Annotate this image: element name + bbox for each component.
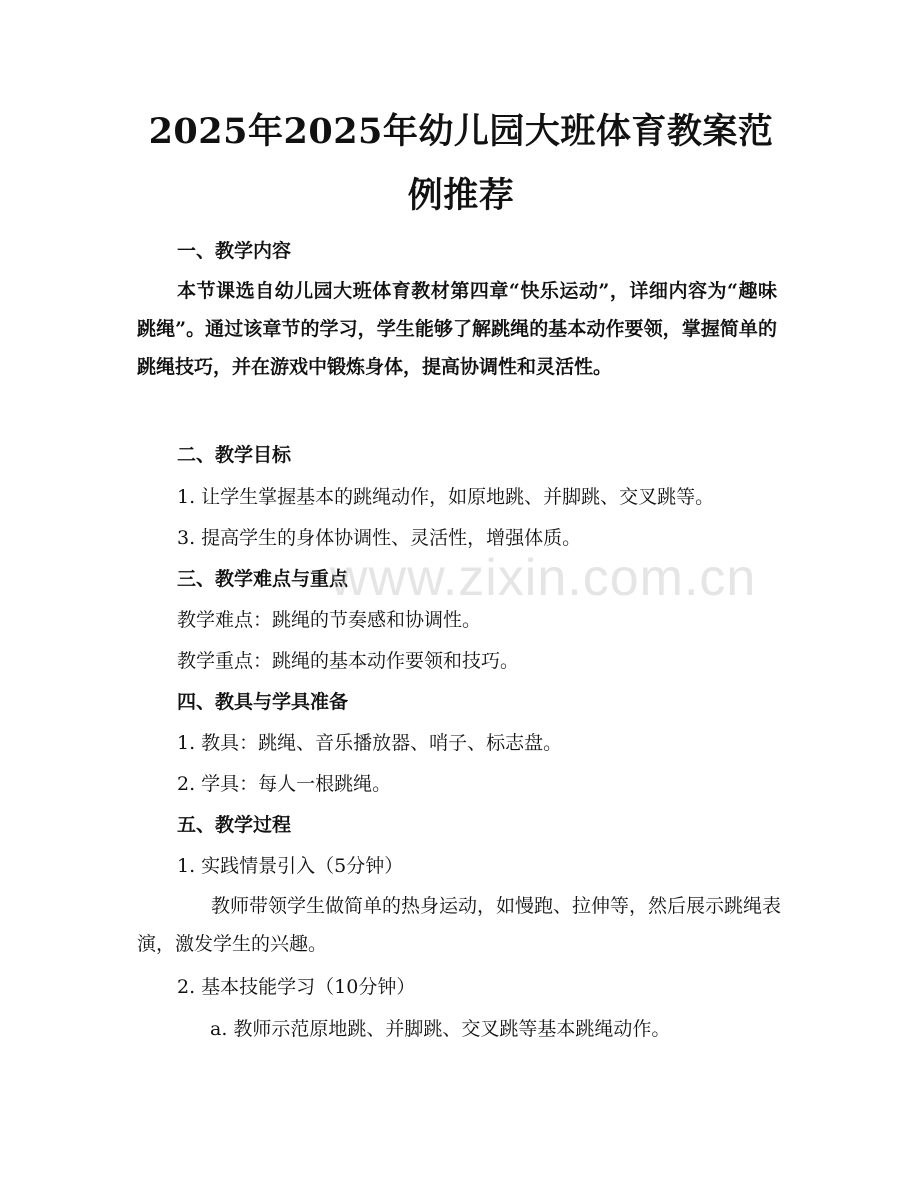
section-4-heading: 四、教具与学具准备 <box>177 691 349 713</box>
step-1-body: 教师带领学生做简单的热身运动，如慢跑、拉伸等，然后展示跳绳表演，激发学生的兴趣。 <box>137 895 782 955</box>
step-1-title: 1. 实践情景引入（5分钟） <box>177 855 404 877</box>
watermark: www.zixin.com.cn <box>330 549 757 607</box>
section-2-item-1: 1. 让学生掌握基本的跳绳动作，如原地跳、并脚跳、交叉跳等。 <box>177 486 715 508</box>
document-title: 2025年2025年幼儿园大班体育教案范例推荐 <box>148 111 774 216</box>
section-2-heading: 二、教学目标 <box>177 444 292 466</box>
section-2-item-3: 3. 提高学生的身体协调性、灵活性，增强体质。 <box>177 527 582 549</box>
step-2-title: 2. 基本技能学习（10分钟） <box>177 976 416 998</box>
teaching-focus: 教学重点：跳绳的基本动作要领和技巧。 <box>177 650 520 672</box>
section-4-item-2: 2. 学具：每人一根跳绳。 <box>177 773 392 795</box>
section-1-body: 本节课选自幼儿园大班体育教材第四章“快乐运动”，详细内容为“趣味跳绳”。通过该章节的学习，学生能够了解跳绳的基本动作要领，掌握简单的跳绳技巧，并在游戏中锻炼身体，提高协调性和灵活性。 <box>137 280 777 378</box>
section-1-heading: 一、教学内容 <box>177 240 292 262</box>
teaching-difficulty: 教学难点：跳绳的节奏感和协调性。 <box>177 609 482 631</box>
step-2-item-a: a. 教师示范原地跳、并脚跳、交叉跳等基本跳绳动作。 <box>210 1018 671 1040</box>
section-4-item-1: 1. 教具：跳绳、音乐播放器、哨子、标志盘。 <box>177 732 563 754</box>
section-3-heading: 三、教学难点与重点 <box>177 568 349 590</box>
section-5-heading: 五、教学过程 <box>177 814 292 836</box>
